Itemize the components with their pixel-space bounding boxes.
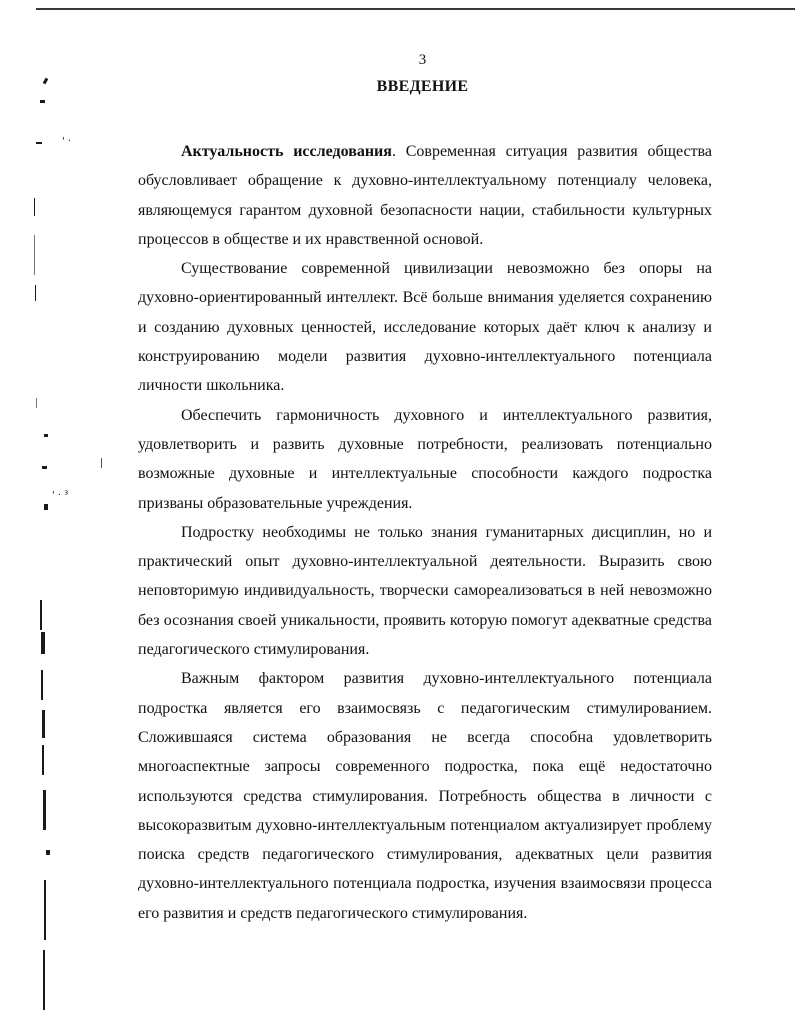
page-number: 3	[418, 52, 427, 68]
paragraph-relevance	[138, 137, 712, 254]
top-border-line	[36, 8, 795, 10]
document-page: ' · ' · ³ 3 ВВЕДЕНИЕ Актуальность исследования. Современная ситуация развития общества обусловливает обращение к духовно-интеллектуальному потенциалу человека, являющемуся гарантом духовной безопасности нации, стабильности культурных процессов в обществе и их нравственной основой. Существование современной цивилизации невозможно без опоры на духовно-ориентированный интеллект. Всё больше внимания уделяется сохранению и созданию духовных ценностей, исследование которых даёт ключ к анализу и конструированию модели развития духовно-интеллектуального потенциала личности школьника. Обеспечить гармоничность духовного и интеллектуального развития, удовлетворить и развить духовные потребности, реализовать потенциально возможные духовные и интеллектуальные способности каждого подростка призваны образовательные учреждения. Подростку необходимы не только знания гуманитарных дисциплин, но и практический опыт духовно-интеллектуальной деятельности. Выразить свою неповторимую индивидуальность, творчески самореализоваться в ней невозможно без осознания своей уникальности, проявить которую помогут адекватные средства педагогического стимулирования. Важным фактором развития духовно-интеллектуального потенциала подростка является его взаимосвязь с педагогическим стимулированием. Сложившаяся система образования не всегда способна удовлетворить многоаспектные запросы современного подростка, пока ещё недостаточно используются средства стимулирования. Потребность общества в личности с высокоразвитым духовно-интеллектуальным потенциалом актуализирует проблему поиска средств педагогического стимулирования, адекватных цели развития духовно-интеллектуального потенциала подростка, изучения взаимосвязи процесса его развития и средств педагогического стимулирования.	[0, 0, 795, 1022]
paragraph: Подростку необходимы не только знания гуманитарных дисциплин, но и практический опыт духовно-интеллектуальной деятельности. Выразить свою неповторимую индивидуальность, творчески самореализоваться в ней невозможно без осознания своей уникальности, проявить которую помогут адекватные средства педагогического стимулирования.	[138, 523, 712, 659]
paragraph: Обеспечить гармоничность духовного и интеллектуального развития, удовлетворить и развить духовные потребности, реализовать потенциально возможные духовные и интеллектуальные способности каждого подростка призваны образовательные учреждения.	[138, 406, 712, 512]
section-heading: ВВЕДЕНИЕ	[376, 78, 469, 95]
paragraph-text: . Современная ситуация развития общества обусловливает обращение к духовно-интеллектуальному потенциалу человека, являющемуся гарантом духовной безопасности нации, стабильности культурных процессов в обществе и их нравственной основой.	[138, 143, 712, 248]
paragraph-lead: Актуальность исследования	[181, 143, 392, 160]
paragraph: Важным фактором развития духовно-интеллектуального потенциала подростка является его взаимосвязь с педагогическим стимулированием. Сложившаяся система образования не всегда способна удовлетворить многоаспектные запросы современного подростка, пока ещё недостаточно используются средства стимулирования. Потребность общества в личности с высокоразвитым духовно-интеллектуальным потенциалом актуализирует проблему поиска средств педагогического стимулирования, адекватных цели развития духовно-интеллектуального потенциала подростка, изучения взаимосвязи процесса его развития и средств педагогического стимулирования.	[138, 670, 712, 922]
body-text	[138, 137, 712, 928]
paragraph: Существование современной цивилизации невозможно без опоры на духовно-ориентированный интеллект. Всё больше внимания уделяется сохранению и созданию духовных ценностей, исследование которых даёт ключ к анализу и конструированию модели развития духовно-интеллектуального потенциала личности школьника.	[138, 260, 712, 395]
